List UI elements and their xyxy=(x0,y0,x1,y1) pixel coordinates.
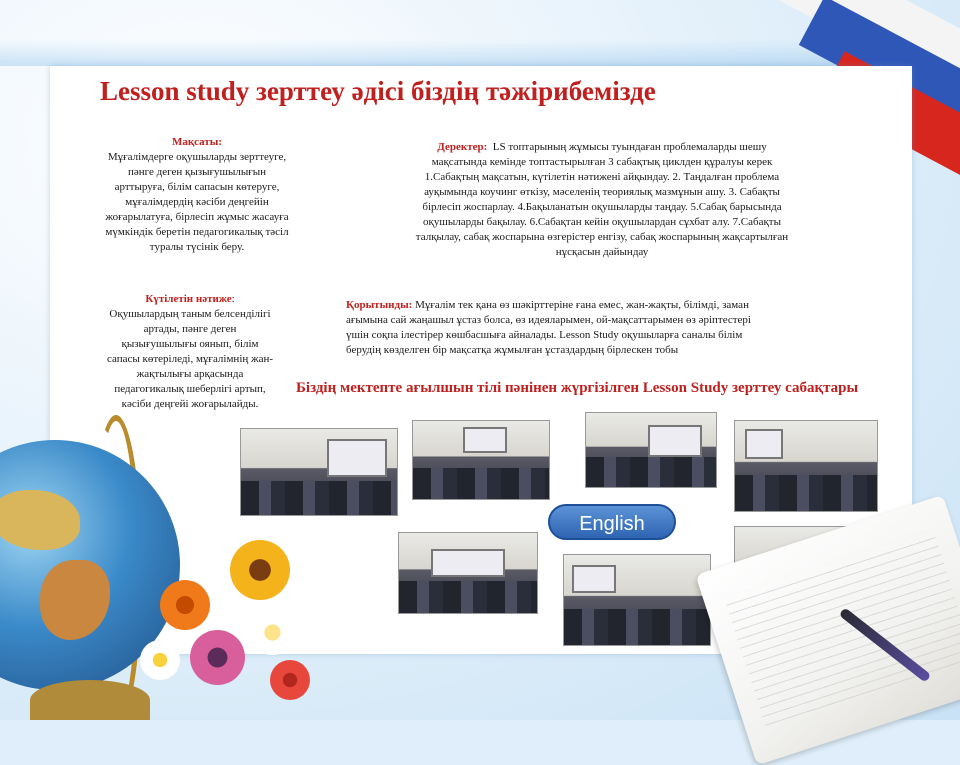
goal-line: жоғарылатуға, бірлесіп жұмыс жасауға xyxy=(105,211,289,223)
expected-line: кәсіби деңгейі жоғарылайды. xyxy=(121,398,259,410)
classroom-photo-6 xyxy=(563,554,711,646)
classroom-photo-3 xyxy=(585,412,717,488)
data-line: мақсатында кемінде топтастырылған 3 сабақтық циклден құралуы керек xyxy=(431,156,773,168)
english-badge: English xyxy=(548,504,676,540)
goal-line: туралы түсінік беру. xyxy=(149,241,245,253)
conclusion-label: Қорытынды: xyxy=(346,299,413,311)
classroom-photo-5 xyxy=(398,532,538,614)
expected-line: артады, пәнге деген xyxy=(143,323,237,335)
goal-line: мүмкіндік беретін педагогикалық тәсіл xyxy=(105,226,289,238)
data-first-line xyxy=(352,140,852,155)
data-line: оқушыларды бақылау. 6.Сабақтан кейін оқушылардан сұхбат алу. 7.Сабақты xyxy=(423,216,781,228)
classroom-photo-4 xyxy=(734,420,878,512)
data-label: Деректер: xyxy=(437,141,488,153)
goal-line: Мұғалімдерге оқушыларды зерттеуге, xyxy=(107,151,287,163)
goal-block xyxy=(72,135,322,255)
data-line: 1.Сабақтың мақсатын, күтілетін нәтижені айқындау. 2. Таңдалған проблема xyxy=(424,171,780,183)
goal-label: Мақсаты: xyxy=(171,136,223,148)
slide-title: Lesson study зерттеу әдісі біздің тәжірибемізде xyxy=(100,76,656,106)
conclusion-line: берудің көзделген бір мақсатқа жұмылған ұстаздардың бірлескен тобы xyxy=(346,344,679,356)
expected-result-heading xyxy=(70,292,310,307)
data-line: бірлесіп жоспарлау. 4.Бақыланатын оқушыларды таңдау. 5.Сабақ барысында xyxy=(422,201,782,213)
data-line: ауқымында коучинг өткізу, мәселенің теориялық мазмұнын ашу. 3. Сабақты xyxy=(424,186,780,198)
data-line: талқылау, сабақ жоспарына өзгерістер енгізу, сабақ жоспарының жақсартылған xyxy=(415,231,789,243)
conclusion-line: Мұғалім тек қана өз шәкірттеріне ғана емес, жан-жақты, білімді, заман xyxy=(415,299,749,311)
conclusion-line: үшін соқпа ілестірер көшбасшыға айналады. Lesson Study оқушыларға саналы білім xyxy=(346,329,743,341)
data-line: LS топтарының жұмысы туындаған проблемаларды шешу xyxy=(492,141,767,153)
expected-line: жақтылығы арқасында xyxy=(136,368,244,380)
goal-line: пәнге деген қызығушылығын xyxy=(127,166,267,178)
lesson-study-subheading: Біздің мектепте ағылшын тілі пәнінен жүргізілген Lesson Study зерттеу сабақтары xyxy=(296,380,859,396)
expected-line: сапасы көтеріледі, мұғалімнің жан- xyxy=(106,353,274,365)
expected-result-label: Күтілетін нәтиже xyxy=(145,293,232,305)
classroom-photo-2 xyxy=(412,420,550,500)
conclusion-block xyxy=(346,298,856,358)
flower-bouquet-image xyxy=(120,520,330,710)
conclusion-line: ағымына сай жаңашыл ұстаз болса, өз идеяларымен, ой-мақсаттарымен өз әріптестері xyxy=(346,314,751,326)
expected-line: педагогикалық шеберлігі артып, xyxy=(114,383,266,395)
data-block xyxy=(352,140,852,260)
expected-result-block xyxy=(70,292,310,412)
expected-line: Оқушылардың таным белсенділігі xyxy=(109,308,271,320)
goal-line: мұғалімдердің кәсіби деңгейін xyxy=(125,196,269,208)
expected-line: қызығушылығы оянып, білім xyxy=(121,338,259,350)
expected-result-colon: : xyxy=(231,293,235,305)
data-line: нұсқасын дайындау xyxy=(555,246,649,258)
classroom-photo-1 xyxy=(240,428,398,516)
goal-line: арттыруға, білім сапасын көтеруге, xyxy=(114,181,280,193)
conclusion-first-line xyxy=(346,298,856,313)
